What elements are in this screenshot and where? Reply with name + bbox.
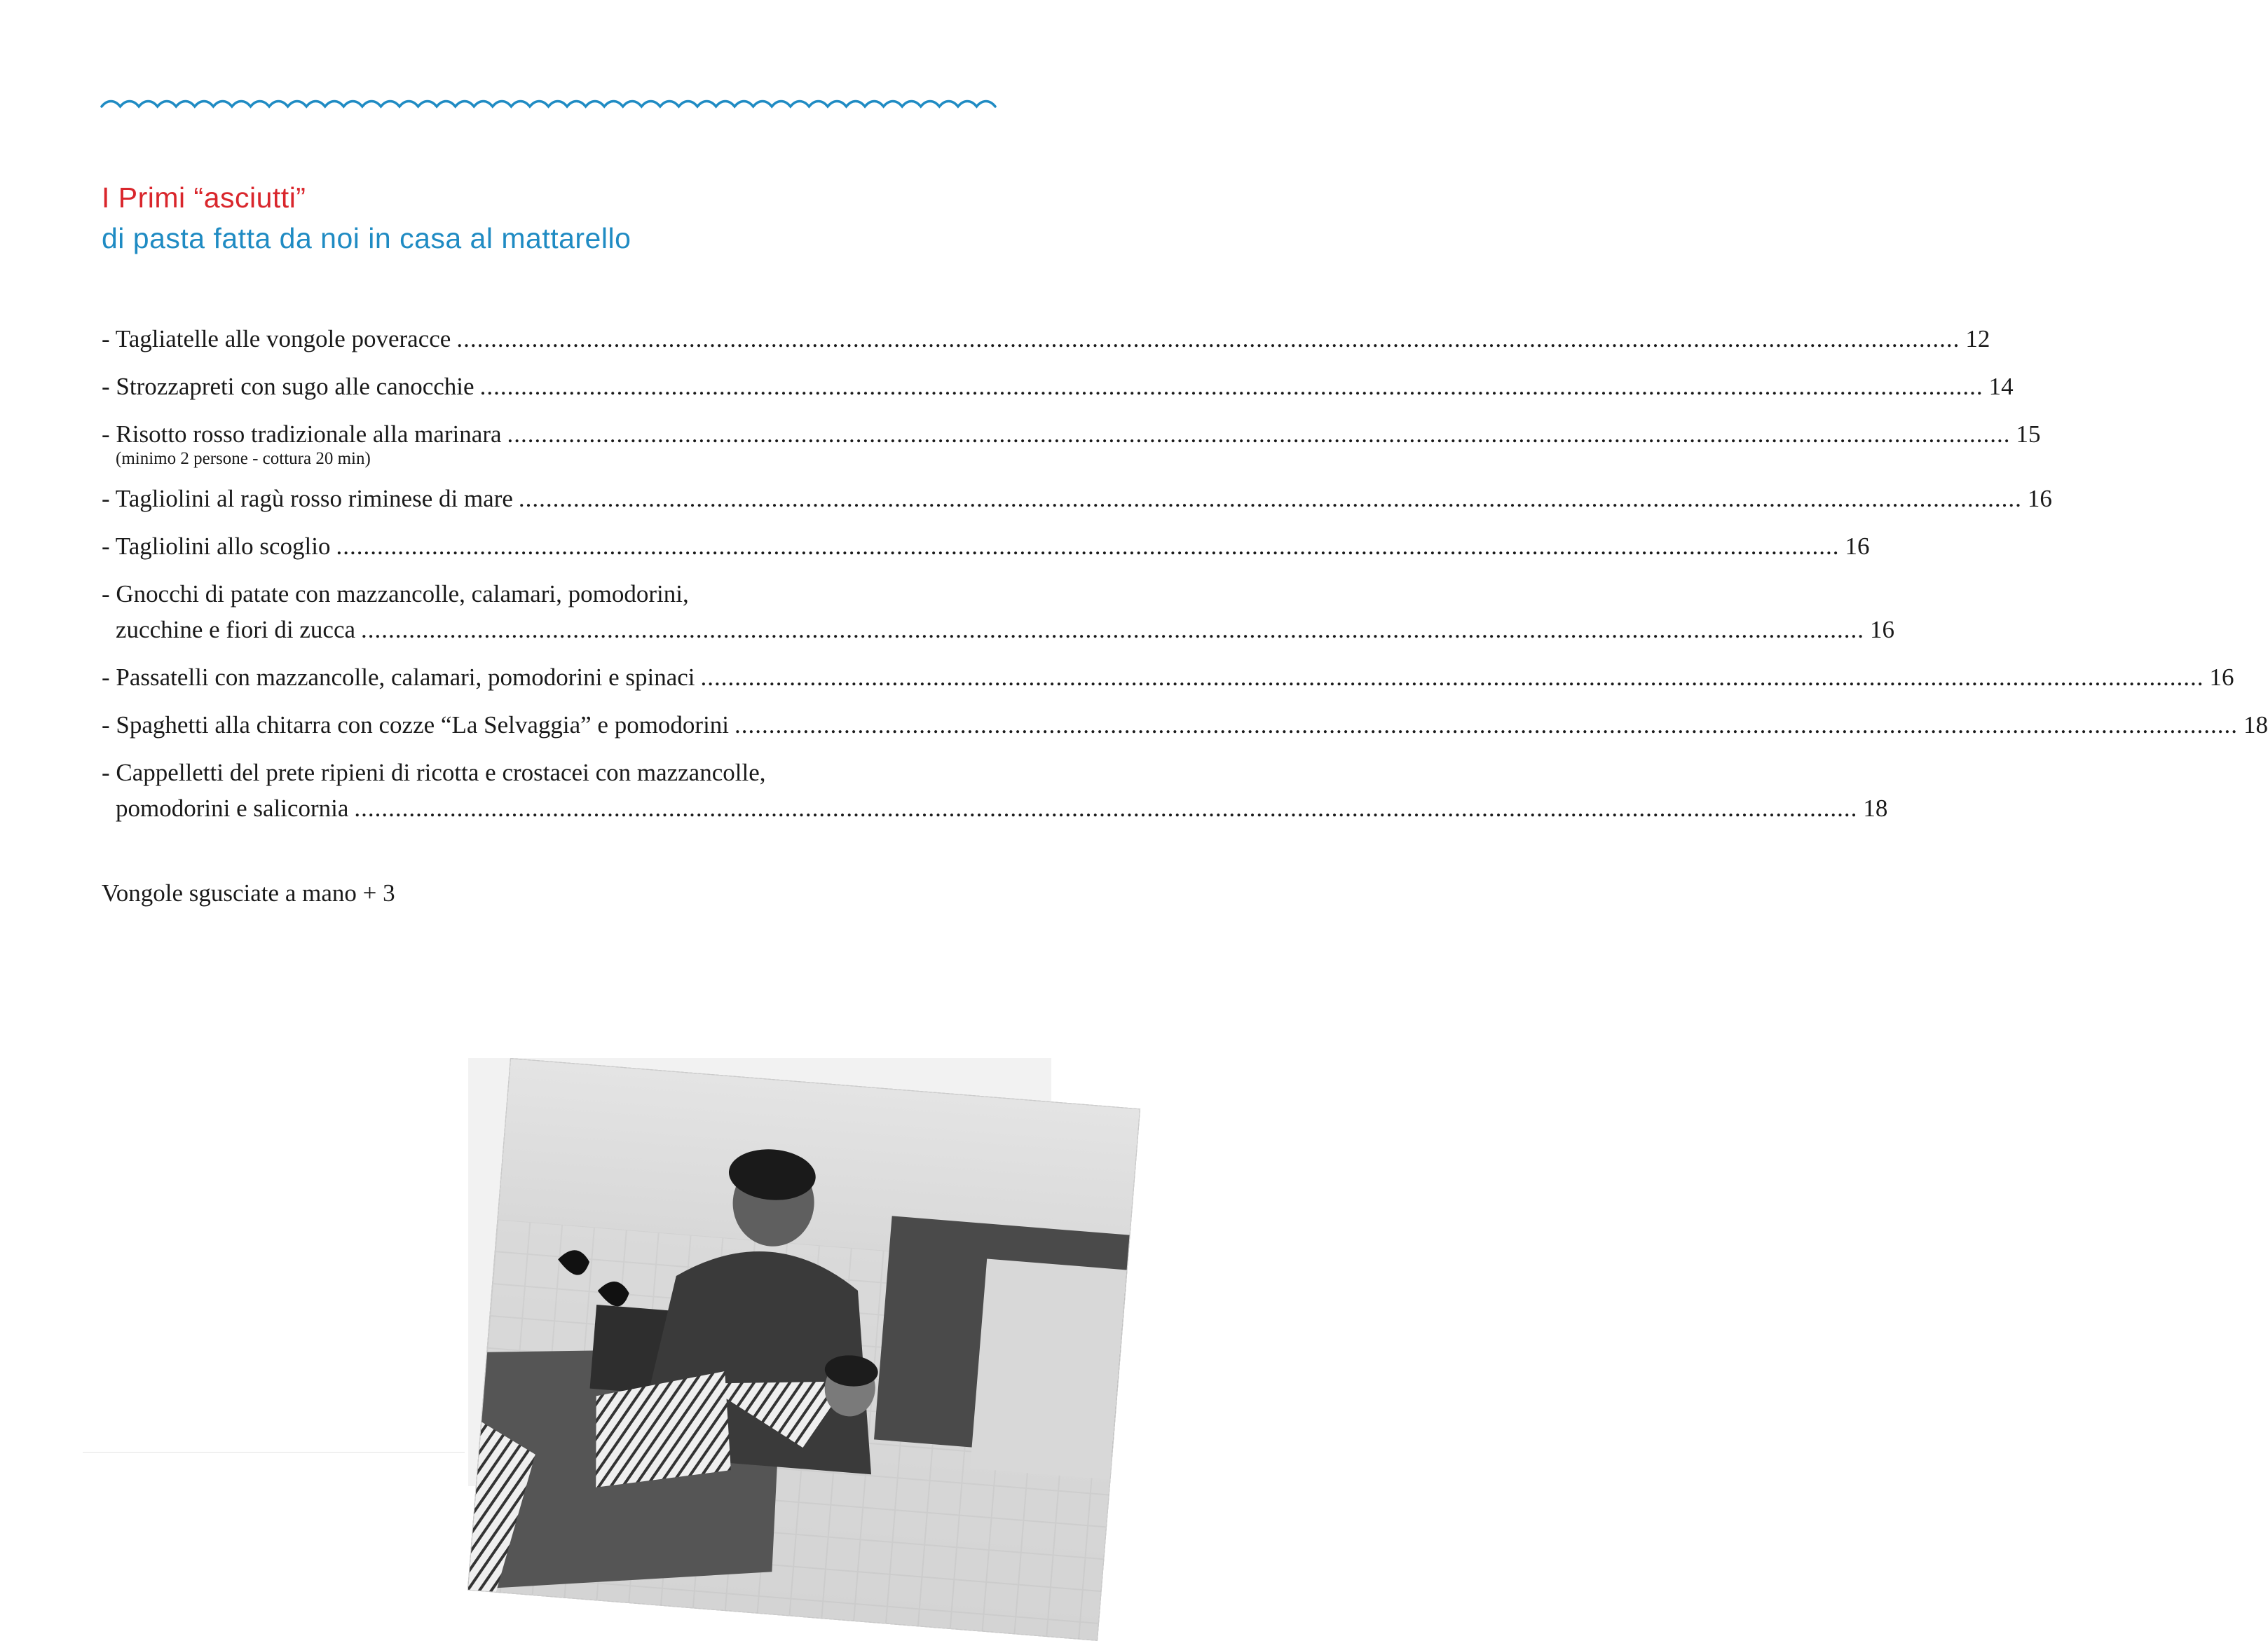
item-page: 15 <box>2016 420 2041 448</box>
item-name-cont: zucchine e fiori di zucca <box>116 616 356 643</box>
title-line-1: I Primi “asciutti” <box>102 181 306 214</box>
item-name-cont: pomodorini e salicornia <box>116 795 349 822</box>
dot-leader: ............................................................................................................................................................................................................................ <box>518 485 2022 512</box>
dot-leader: ............................................................................................................................................................................................................................ <box>735 711 2239 739</box>
item-name: - Strozzapreti con sugo alle canocchie <box>102 373 474 400</box>
page-title <box>102 177 631 259</box>
item-name: - Cappelletti del prete ripieni di ricotta e crostacei con mazzancolle, <box>102 759 766 786</box>
item-page: 18 <box>1863 795 1888 822</box>
dot-leader: ............................................................................................................................................................................................................................ <box>361 616 1865 643</box>
extra-note: Vongole sgusciate a mano + 3 <box>102 879 395 907</box>
menu-item <box>102 659 2234 695</box>
dot-leader: ............................................................................................................................................................................................................................ <box>479 373 1983 400</box>
item-page: 16 <box>2209 664 2234 691</box>
item-name: - Risotto rosso tradizionale alla marinara <box>102 420 502 448</box>
menu-item <box>102 755 1888 826</box>
vintage-photo <box>467 1058 1140 1641</box>
item-page: 12 <box>1965 325 1990 352</box>
item-name: - Spaghetti alla chitarra con cozze “La Selvaggia” e pomodorini <box>102 711 730 739</box>
item-page: 18 <box>2243 711 2268 739</box>
item-page: 16 <box>1870 616 1895 643</box>
dot-leader: ............................................................................................................................................................................................................................ <box>336 533 1840 560</box>
dot-leader: ............................................................................................................................................................................................................................ <box>354 795 1858 822</box>
item-name: - Tagliolini al ragù rosso riminese di mare <box>102 485 513 512</box>
item-name: - Tagliolini allo scoglio <box>102 533 331 560</box>
menu-item <box>102 528 1870 564</box>
item-page: 14 <box>1988 373 2014 400</box>
menu-item <box>102 416 2041 469</box>
footer-rule <box>83 1452 465 1453</box>
dot-leader: ............................................................................................................................................................................................................................ <box>507 420 2011 448</box>
dot-leader: ............................................................................................................................................................................................................................ <box>700 664 2204 691</box>
menu-item <box>102 707 2268 743</box>
item-page: 16 <box>1845 533 1870 560</box>
wave-divider <box>102 98 995 119</box>
menu-list <box>102 321 2268 826</box>
title-line-2: di pasta fatta da noi in casa al mattarello <box>102 222 631 254</box>
menu-item <box>102 321 1990 357</box>
item-note: (minimo 2 persone - cottura 20 min) <box>116 449 371 468</box>
menu-item <box>102 369 2014 404</box>
menu-item <box>102 576 1895 647</box>
item-name: - Passatelli con mazzancolle, calamari, pomodorini e spinaci <box>102 664 695 691</box>
item-name: - Gnocchi di patate con mazzancolle, calamari, pomodorini, <box>102 580 689 607</box>
menu-item <box>102 481 2052 516</box>
vintage-photo-area <box>468 1058 1051 1486</box>
item-page: 16 <box>2027 485 2052 512</box>
dot-leader: ............................................................................................................................................................................................................................ <box>456 325 1960 352</box>
item-name: - Tagliatelle alle vongole poveracce <box>102 325 451 352</box>
